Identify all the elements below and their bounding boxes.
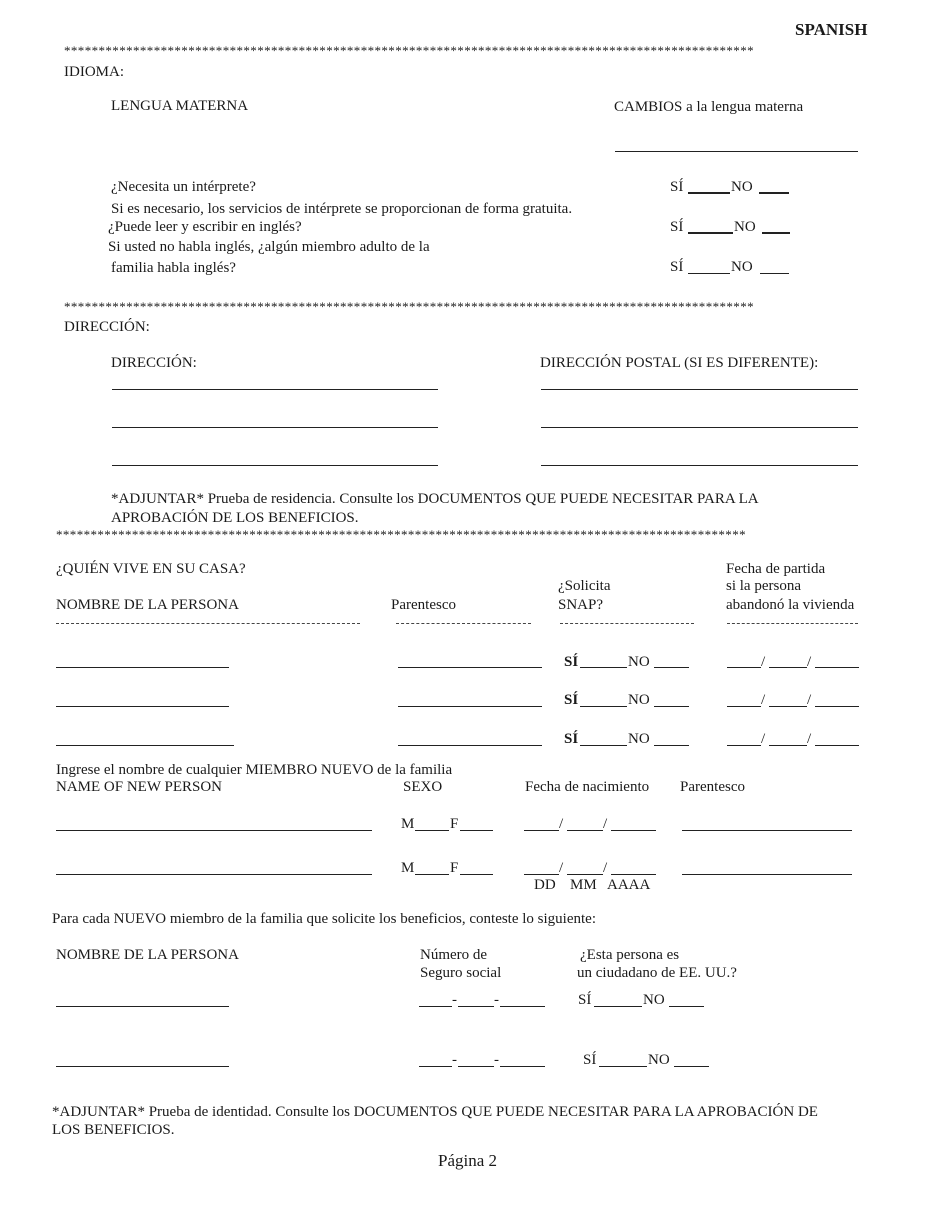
male-field[interactable]	[415, 874, 449, 875]
no-label: NO	[643, 992, 665, 1008]
snap-header-1: ¿Solicita	[558, 578, 611, 594]
residence-attach-note-1: *ADJUNTAR* Prueba de residencia. Consulte los DOCUMENTOS QUE PUEDE NECESITAR PARA LA	[111, 491, 759, 507]
sex-header: SEXO	[403, 779, 443, 795]
new-member-intro: Ingrese el nombre de cualquier MIEMBRO NUEVO de la familia	[56, 762, 453, 778]
header-divider	[560, 623, 694, 624]
interpreter-yes-field[interactable]	[688, 192, 730, 194]
new-member-name-header: NAME OF NEW PERSON	[56, 779, 222, 795]
no-label: NO	[648, 1052, 670, 1068]
dob-month-field[interactable]	[567, 830, 603, 831]
citizen-yes-field[interactable]	[599, 1066, 647, 1067]
no-label: NO	[628, 692, 650, 708]
female-field[interactable]	[460, 830, 493, 831]
question-adult-english-2: familia habla inglés?	[111, 260, 236, 276]
date-separator: /	[559, 816, 564, 832]
interpreter-free-note: Si es necesario, los servicios de intérprete se proporcionan de forma gratuita.	[111, 201, 573, 217]
snap-no-field[interactable]	[654, 667, 689, 668]
ssn-part-3-field[interactable]	[500, 1066, 545, 1067]
left-year-field[interactable]	[815, 667, 859, 668]
header-divider	[56, 623, 360, 624]
female-field[interactable]	[460, 874, 493, 875]
left-day-field[interactable]	[769, 706, 807, 707]
ssn-separator: -	[452, 1052, 457, 1068]
adult-english-no-field[interactable]	[760, 273, 789, 274]
male-field[interactable]	[415, 830, 449, 831]
yes-label: SÍ	[583, 1052, 597, 1068]
left-date-header-3: abandonó la vivienda	[726, 597, 855, 613]
female-label: F	[450, 816, 459, 832]
residence-attach-note-2: APROBACIÓN DE LOS BENEFICIOS.	[111, 510, 359, 526]
yes-label: SÍ	[670, 259, 684, 275]
yes-label: SÍ	[564, 654, 579, 670]
left-date-header-2: si la persona	[726, 578, 801, 594]
separator: ****************************************************************************************************	[64, 44, 754, 58]
left-month-field[interactable]	[727, 745, 761, 746]
date-separator: /	[559, 860, 564, 876]
no-label: NO	[731, 259, 753, 275]
benefits-name-field[interactable]	[56, 1066, 229, 1067]
date-separator: /	[761, 654, 766, 670]
ssn-separator: -	[452, 992, 457, 1008]
citizen-no-field[interactable]	[674, 1066, 709, 1067]
new-member-relation-field[interactable]	[682, 874, 852, 875]
idioma-section-label: IDIOMA:	[64, 64, 124, 80]
snap-yes-field[interactable]	[580, 745, 627, 746]
dob-year-field[interactable]	[611, 830, 656, 831]
citizen-header-1: ¿Esta persona es	[580, 947, 680, 963]
address-line-1[interactable]	[112, 389, 438, 390]
household-title: ¿QUIÉN VIVE EN SU CASA?	[56, 561, 246, 577]
ssn-separator: -	[494, 1052, 499, 1068]
new-member-relation-field[interactable]	[682, 830, 852, 831]
male-label: M	[401, 816, 415, 832]
mailing-address-line-1[interactable]	[541, 389, 858, 390]
date-format-month: MM	[570, 877, 597, 893]
yes-label: SÍ	[670, 179, 684, 195]
address-label: DIRECCIÓN:	[111, 355, 197, 371]
interpreter-no-field[interactable]	[759, 192, 789, 194]
household-relation-field[interactable]	[398, 706, 542, 707]
adult-english-yes-field[interactable]	[688, 273, 730, 274]
no-label: NO	[734, 219, 756, 235]
question-read-write: ¿Puede leer y escribir en inglés?	[108, 219, 302, 235]
household-relation-field[interactable]	[398, 745, 542, 746]
read-write-yes-field[interactable]	[688, 232, 733, 234]
date-format-day: DD	[534, 877, 556, 893]
date-separator: /	[603, 860, 608, 876]
identity-attach-note-1: *ADJUNTAR* Prueba de identidad. Consulte los DOCUMENTOS QUE PUEDE NECESITAR PARA LA APROBACIÓN DE	[52, 1104, 818, 1120]
benefits-intro: Para cada NUEVO miembro de la familia que solicite los beneficios, conteste lo siguiente:	[52, 911, 596, 927]
household-name-field[interactable]	[56, 667, 229, 668]
left-date-header-1: Fecha de partida	[726, 561, 826, 577]
separator: ****************************************************************************************************	[56, 528, 746, 542]
no-label: NO	[731, 179, 753, 195]
date-separator: /	[603, 816, 608, 832]
separator: ****************************************************************************************************	[64, 300, 754, 314]
new-member-name-field[interactable]	[56, 874, 372, 875]
household-relation-header: Parentesco	[391, 597, 456, 613]
snap-no-field[interactable]	[654, 706, 689, 707]
ssn-part-1-field[interactable]	[419, 1066, 452, 1067]
citizen-no-field[interactable]	[669, 1006, 704, 1007]
ssn-separator: -	[494, 992, 499, 1008]
page-number: Página 2	[438, 1151, 498, 1170]
yes-label: SÍ	[564, 692, 579, 708]
left-day-field[interactable]	[769, 745, 807, 746]
direccion-section-label: DIRECCIÓN:	[64, 319, 150, 335]
snap-yes-field[interactable]	[580, 667, 627, 668]
ssn-part-3-field[interactable]	[500, 1006, 545, 1007]
dob-year-field[interactable]	[611, 874, 656, 875]
yes-label: SÍ	[578, 992, 592, 1008]
left-year-field[interactable]	[815, 706, 859, 707]
ssn-header-2: Seguro social	[420, 965, 502, 981]
benefits-name-field[interactable]	[56, 1006, 229, 1007]
household-name-field[interactable]	[56, 745, 234, 746]
date-separator: /	[761, 731, 766, 747]
date-separator: /	[807, 731, 812, 747]
native-language-label: LENGUA MATERNA	[111, 98, 249, 114]
dob-day-field[interactable]	[524, 874, 559, 875]
dob-header: Fecha de nacimiento	[525, 779, 650, 795]
no-label: NO	[628, 654, 650, 670]
dob-day-field[interactable]	[524, 830, 559, 831]
ssn-part-2-field[interactable]	[458, 1066, 494, 1067]
benefits-name-header: NOMBRE DE LA PERSONA	[56, 947, 239, 963]
identity-attach-note-2: LOS BENEFICIOS.	[52, 1122, 175, 1138]
left-month-field[interactable]	[727, 667, 761, 668]
read-write-no-field[interactable]	[762, 232, 790, 234]
question-interpreter: ¿Necesita un intérprete?	[111, 179, 256, 195]
header-divider	[727, 623, 858, 624]
no-label: NO	[628, 731, 650, 747]
ssn-part-1-field[interactable]	[419, 1006, 452, 1007]
ssn-part-2-field[interactable]	[458, 1006, 494, 1007]
citizen-header-2: un ciudadano de EE. UU.?	[577, 965, 737, 981]
new-member-relation-header: Parentesco	[680, 779, 745, 795]
male-label: M	[401, 860, 415, 876]
left-month-field[interactable]	[727, 706, 761, 707]
household-name-field[interactable]	[56, 706, 229, 707]
household-name-header: NOMBRE DE LA PERSONA	[56, 597, 239, 613]
language-changes-label: CAMBIOS a la lengua materna	[614, 99, 804, 115]
date-format-year: AAAA	[607, 877, 651, 893]
household-relation-field[interactable]	[398, 667, 542, 668]
snap-yes-field[interactable]	[580, 706, 627, 707]
dob-month-field[interactable]	[567, 874, 603, 875]
date-separator: /	[761, 692, 766, 708]
date-separator: /	[807, 692, 812, 708]
citizen-yes-field[interactable]	[594, 1006, 642, 1007]
language-changes-field[interactable]	[615, 151, 858, 152]
mailing-address-label: DIRECCIÓN POSTAL (SI ES DIFERENTE):	[540, 355, 819, 371]
question-adult-english-1: Si usted no habla inglés, ¿algún miembro adulto de la	[108, 239, 430, 255]
language-tag: SPANISH	[795, 20, 868, 39]
ssn-header-1: Número de	[420, 947, 488, 963]
mailing-address-line-2[interactable]	[541, 427, 858, 428]
yes-label: SÍ	[670, 219, 684, 235]
snap-no-field[interactable]	[654, 745, 689, 746]
new-member-name-field[interactable]	[56, 830, 372, 831]
header-divider	[396, 623, 531, 624]
address-line-2[interactable]	[112, 427, 438, 428]
female-label: F	[450, 860, 459, 876]
snap-header-2: SNAP?	[558, 597, 604, 613]
address-line-3[interactable]	[112, 465, 438, 466]
mailing-address-line-3[interactable]	[541, 465, 858, 466]
yes-label: SÍ	[564, 731, 579, 747]
date-separator: /	[807, 654, 812, 670]
left-day-field[interactable]	[769, 667, 807, 668]
left-year-field[interactable]	[815, 745, 859, 746]
